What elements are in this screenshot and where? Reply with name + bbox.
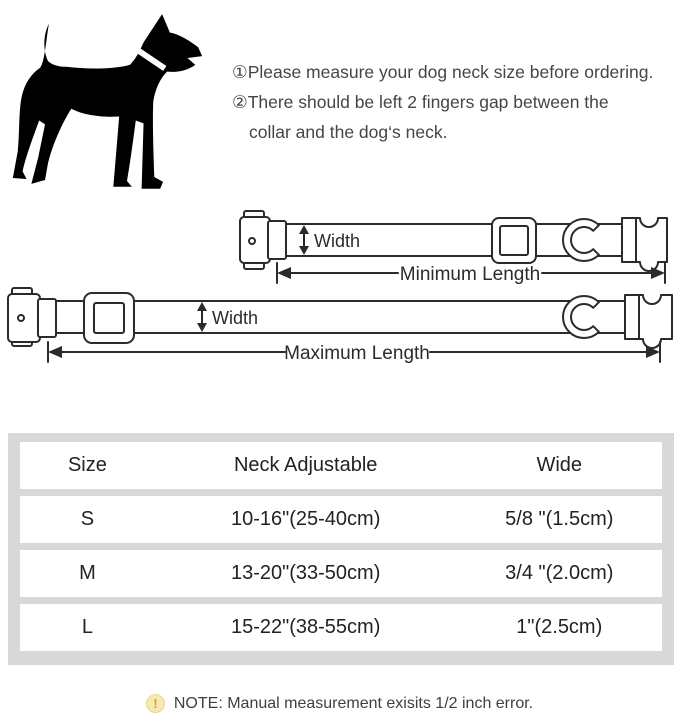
header-neck-adjustable: Neck Adjustable [233,454,378,476]
collar-measurement-diagram [0,190,679,400]
cell-neck: 15-22"(38-55cm) [230,616,381,638]
buckle-pin-hole [18,315,24,321]
tri-glide-slider-inner [94,303,124,333]
maximum-length-label: Maximum Length [284,343,430,364]
buckle-clip [625,295,672,348]
table-row-m [20,550,662,597]
size-table [8,433,674,665]
buckle-clip [622,218,667,271]
buckle-pin-hole [249,238,255,244]
measurement-notes [232,57,679,147]
cell-wide: 3/4 "(2.0cm) [505,562,614,584]
note-line-2: ②There should be left 2 fingers gap between the [232,92,609,112]
dog-silhouette-icon [6,6,206,192]
cell-size: M [79,562,96,584]
width-label-min: Width [314,231,361,251]
cell-size: L [81,616,93,638]
table-row-s [20,496,662,543]
minimum-length-label: Minimum Length [399,264,541,285]
note-line-1: ①Please measure your dog neck size before ordering. [232,62,654,82]
footer-note-text: NOTE: Manual measurement exisits 1/2 inch error. [173,694,534,712]
width-label-max: Width [212,308,259,328]
cell-neck: 10-16"(25-40cm) [230,508,381,530]
size-table-header-row [20,442,662,489]
collar-maximum [8,288,672,348]
dog-body-shape [13,14,202,189]
cell-size: S [80,508,95,530]
header-wide: Wide [536,454,583,476]
exclamation-icon: ! [146,694,165,713]
note-line-3: collar and the dog‘s neck. [249,122,448,142]
table-row-l [20,604,662,651]
cell-wide: 1"(2.5cm) [516,616,603,638]
buckle-strap-slot [38,299,56,337]
buckle-strap-slot [268,221,286,259]
footer-note [0,694,679,713]
tri-glide-slider-inner [500,226,528,255]
cell-neck: 13-20"(33-50cm) [230,562,381,584]
header-size: Size [67,454,107,476]
cell-wide: 5/8 "(1.5cm) [505,508,614,530]
collar-strap [50,301,642,333]
